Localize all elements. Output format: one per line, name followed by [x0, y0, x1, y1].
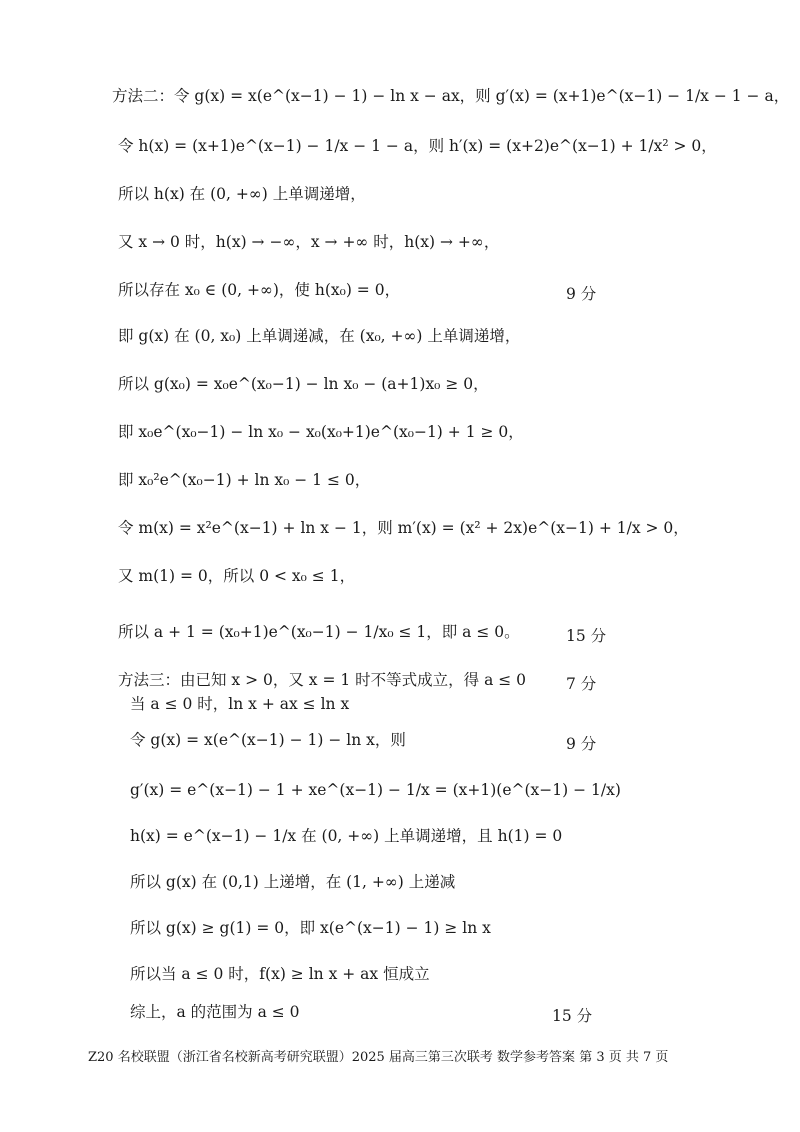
score-3: 7 分: [566, 675, 597, 693]
line-19: 所以 g(x) ≥ g(1) = 0，即 x(e^(x−1) − 1) ≥ ln x: [130, 919, 491, 937]
line-3: 所以 h(x) 在 (0, +∞) 上单调递增，: [118, 185, 366, 203]
line-10: 令 m(x) = x²e^(x−1) + ln x − 1，则 m′(x) = (x² + 2x)e^(x−1) + 1/x > 0，: [118, 519, 689, 537]
line-9: 即 x₀²e^(x₀−1) + ln x₀ − 1 ≤ 0，: [118, 471, 371, 489]
score-4: 9 分: [566, 735, 597, 753]
line-7: 所以 g(x₀) = x₀e^(x₀−1) − ln x₀ − (a+1)x₀ ≥ 0，: [118, 375, 489, 393]
score-1: 9 分: [566, 285, 597, 303]
line-16: g′(x) = e^(x−1) − 1 + xe^(x−1) − 1/x = (x+1)(e^(x−1) − 1/x): [130, 781, 621, 799]
page-footer: Z20 名校联盟（浙江省名校新高考研究联盟）2025 届高三第三次联考 数学参考答案 第 3 页 共 7 页: [88, 1050, 669, 1065]
line-12: 所以 a + 1 = (x₀+1)e^(x₀−1) − 1/x₀ ≤ 1，即 a ≤ 0。: [118, 623, 520, 641]
line-2: 令 h(x) = (x+1)e^(x−1) − 1/x − 1 − a，则 h′(x) = (x+2)e^(x−1) + 1/x² > 0，: [118, 137, 717, 155]
line-15: 令 g(x) = x(e^(x−1) − 1) − ln x，则: [130, 731, 406, 749]
line-11: 又 m(1) = 0，所以 0 < x₀ ≤ 1，: [118, 567, 356, 585]
line-20: 所以当 a ≤ 0 时，f(x) ≥ ln x + ax 恒成立: [130, 965, 430, 983]
line-17: h(x) = e^(x−1) − 1/x 在 (0, +∞) 上单调递增，且 h(1) = 0: [130, 827, 563, 845]
line-13: 方法三：由已知 x > 0，又 x = 1 时不等式成立，得 a ≤ 0: [118, 671, 527, 689]
line-14: 当 a ≤ 0 时，ln x + ax ≤ ln x: [130, 695, 350, 713]
line-6: 即 g(x) 在 (0, x₀) 上单调递减，在 (x₀, +∞) 上单调递增，: [118, 327, 521, 345]
line-5: 所以存在 x₀ ∈ (0, +∞)，使 h(x₀) = 0，: [118, 281, 401, 299]
score-5: 15 分: [552, 1007, 593, 1025]
line-21: 综上，a 的范围为 a ≤ 0: [130, 1003, 300, 1021]
line-18: 所以 g(x) 在 (0,1) 上递增，在 (1, +∞) 上递减: [130, 873, 456, 891]
line-1: 方法二：令 g(x) = x(e^(x−1) − 1) − ln x − ax，则 g′(x) = (x+1)e^(x−1) − 1/x − 1 − a，: [112, 87, 790, 105]
score-2: 15 分: [566, 627, 607, 645]
line-4: 又 x → 0 时，h(x) → −∞，x → +∞ 时，h(x) → +∞，: [118, 233, 500, 251]
line-8: 即 x₀e^(x₀−1) − ln x₀ − x₀(x₀+1)e^(x₀−1) + 1 ≥ 0，: [118, 423, 524, 441]
